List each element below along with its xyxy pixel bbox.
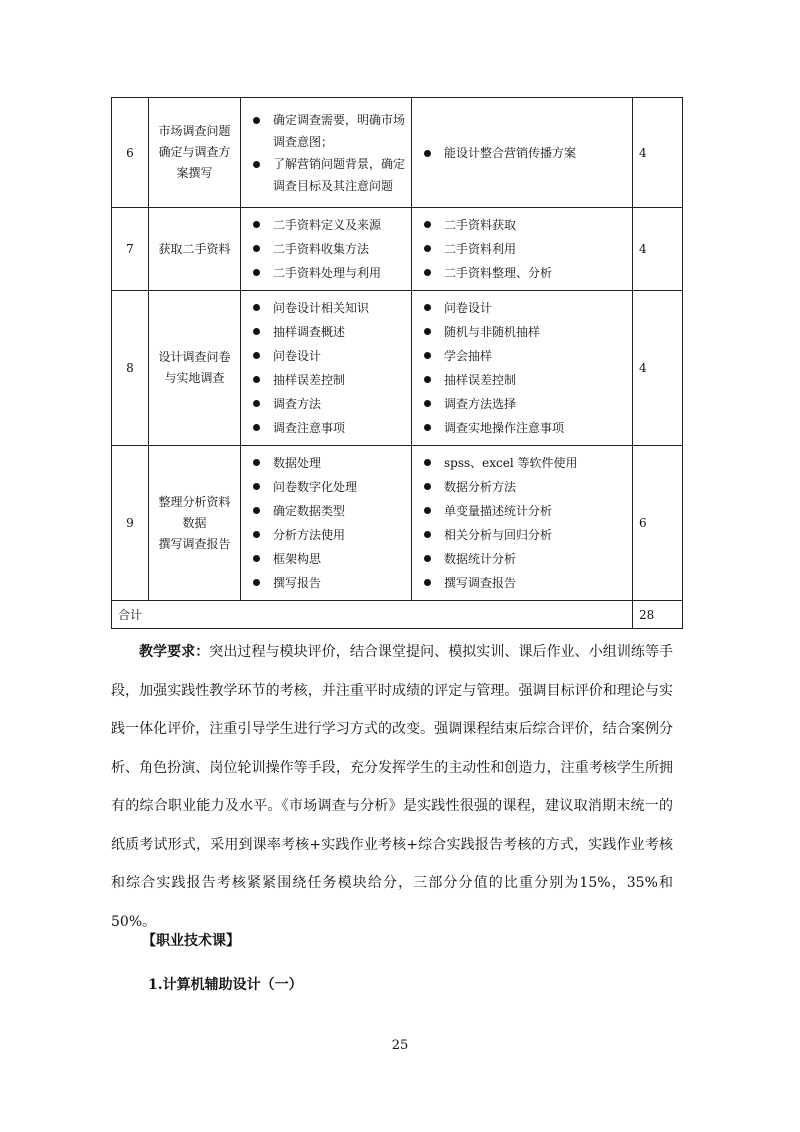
row-number: 9 <box>112 446 149 601</box>
bullet-list <box>241 446 411 600</box>
module-name <box>149 446 241 601</box>
list-item: 数据统计分析 <box>422 547 628 571</box>
requirements-lead: 教学要求： <box>139 644 210 660</box>
table-row <box>112 98 683 208</box>
module-name-line: 设计调查问卷 <box>158 350 231 364</box>
knowledge-points <box>241 208 412 291</box>
list-item: 问卷数字化处理 <box>251 475 407 499</box>
list-item: 问卷设计 <box>251 344 407 368</box>
page-number: 25 <box>391 1038 409 1053</box>
list-item: 随机与非随机抽样 <box>422 320 628 344</box>
table-row <box>112 291 683 446</box>
list-item: 抽样误差控制 <box>422 368 628 392</box>
module-name <box>149 291 241 446</box>
section-heading: 【职业技术课】 <box>142 933 240 949</box>
class-hours: 6 <box>633 446 683 601</box>
module-name <box>149 208 241 291</box>
list-item: 确定调查需要，明确市场调查意图； <box>251 109 407 153</box>
module-name-line: 撰写调查报告 <box>158 536 231 551</box>
bullet-list <box>412 208 632 290</box>
list-item: 二手资料处理与利用 <box>251 261 407 285</box>
table-row <box>112 446 683 601</box>
list-item: 撰写调查报告 <box>422 571 628 595</box>
list-item: 抽样调查概述 <box>251 320 407 344</box>
bullet-list <box>241 291 411 445</box>
list-item: 二手资料收集方法 <box>251 237 407 261</box>
total-row <box>112 601 683 629</box>
list-item: 调查方法 <box>251 392 407 416</box>
teaching-requirements <box>111 633 673 941</box>
list-item: 能设计整合营销传播方案 <box>422 142 628 164</box>
module-name-line: 市场调查问题 <box>158 124 231 138</box>
module-name-line: 与实地调查 <box>164 371 225 385</box>
class-hours: 4 <box>633 98 683 208</box>
list-item: 二手资料利用 <box>422 237 628 261</box>
list-item: 问卷设计相关知识 <box>251 296 407 320</box>
knowledge-points <box>241 98 412 208</box>
module-name-line: 案撰写 <box>176 166 213 180</box>
total-label: 合计 <box>112 601 633 629</box>
total-hours: 28 <box>633 601 683 629</box>
bullet-list <box>241 104 411 202</box>
skill-points <box>412 98 633 208</box>
bullet-list <box>412 137 632 169</box>
module-name-line: 数据 <box>182 515 207 530</box>
class-hours: 4 <box>633 208 683 291</box>
list-item: spss、excel 等软件使用 <box>422 451 628 475</box>
bullet-list <box>241 208 411 290</box>
list-item: 问卷设计 <box>422 296 628 320</box>
bullet-list <box>412 446 632 600</box>
list-item: 分析方法使用 <box>251 523 407 547</box>
list-item: 二手资料整理、分析 <box>422 261 628 285</box>
list-item: 数据分析方法 <box>422 475 628 499</box>
skill-points <box>412 291 633 446</box>
row-number: 7 <box>112 208 149 291</box>
subsection-heading: 1.计算机辅助设计（一） <box>148 977 303 993</box>
list-item: 调查方法选择 <box>422 392 628 416</box>
skill-points <box>412 208 633 291</box>
class-hours: 4 <box>633 291 683 446</box>
knowledge-points <box>241 446 412 601</box>
module-name-line: 整理分析资料 <box>158 494 231 509</box>
list-item: 单变量描述统计分析 <box>422 499 628 523</box>
list-item: 了解营销问题背景，确定调查目标及其注意问题 <box>251 153 407 197</box>
list-item: 抽样误差控制 <box>251 368 407 392</box>
list-item: 相关分析与回归分析 <box>422 523 628 547</box>
module-name-line: 确定与调查方 <box>158 145 231 159</box>
list-item: 框架构思 <box>251 547 407 571</box>
list-item: 学会抽样 <box>422 344 628 368</box>
row-number: 8 <box>112 291 149 446</box>
skill-points <box>412 446 633 601</box>
list-item: 调查注意事项 <box>251 416 407 440</box>
list-item: 撰写报告 <box>251 571 407 595</box>
module-name <box>149 98 241 208</box>
module-name-line: 获取二手资料 <box>158 241 231 256</box>
requirements-text: 突出过程与模块评价，结合课堂提问、模拟实训、课后作业、小组训练等手段，加强实践性教学环节的考核，并注重平时成绩的评定与管理。强调目标评价和理论与实践一体化评价，注重引导学生进行学习方式的改变。强调课程结束后综合评价，结合案例分析、角色扮演、岗位轮训操作等手段，充分发挥学生的主动性和创造力，注重考核学生所拥有的综合职业能力及水平。《市场调查与分析》是实践性很强的课程，建议取消期末统一的纸质考试形式，采用到课率考核+实践作业考核+综合实践报告考核的方式，实践作业考核和综合实践报告考核紧紧围绕任务模块给分，三部分分值的比重分别为15%，35%和50%。 <box>111 644 674 930</box>
table-row <box>112 208 683 291</box>
list-item: 二手资料获取 <box>422 213 628 237</box>
list-item: 确定数据类型 <box>251 499 407 523</box>
course-content-table <box>111 97 683 629</box>
list-item: 二手资料定义及来源 <box>251 213 407 237</box>
bullet-list <box>412 291 632 445</box>
list-item: 调查实地操作注意事项 <box>422 416 628 440</box>
list-item: 数据处理 <box>251 451 407 475</box>
row-number: 6 <box>112 98 149 208</box>
knowledge-points <box>241 291 412 446</box>
